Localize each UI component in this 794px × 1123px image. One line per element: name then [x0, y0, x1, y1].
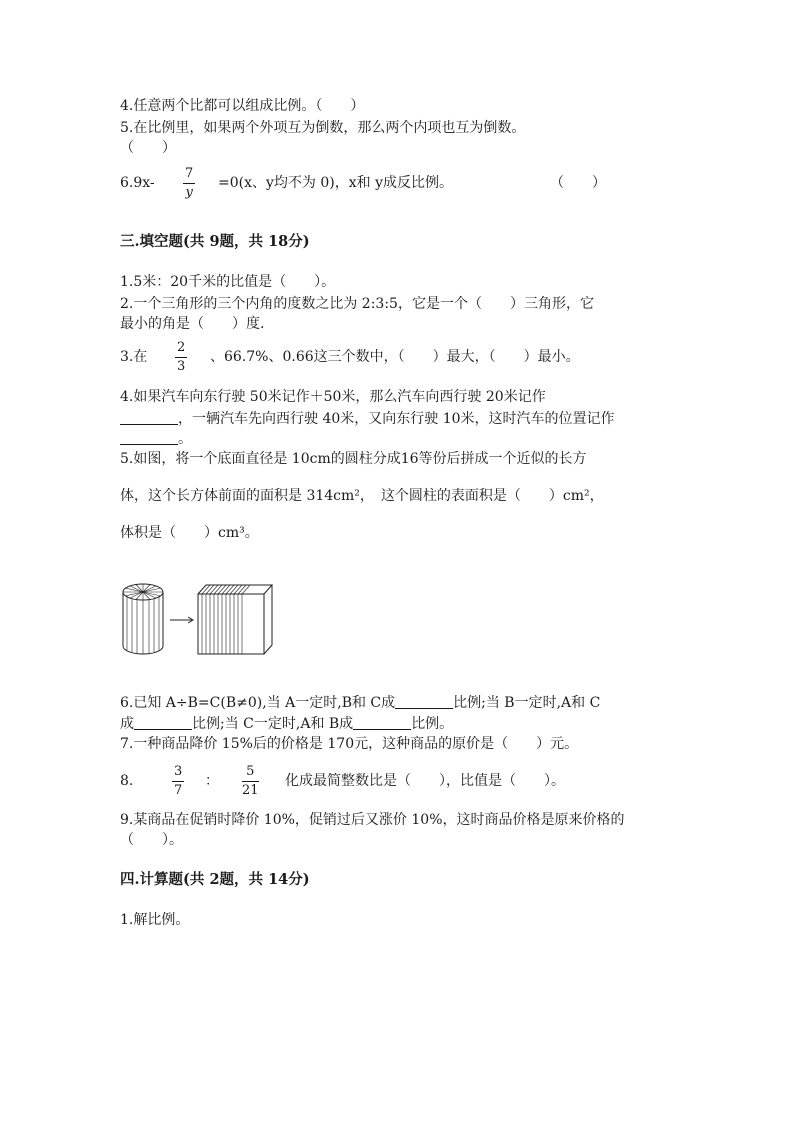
- judge-question-6-paren: （ ）: [550, 175, 606, 191]
- fill-question-4-line3: [120, 429, 192, 449]
- fraction-denominator: 21: [242, 783, 259, 798]
- fill-question-6-text-d: 比例;当 C一定时,A和 B成: [192, 716, 354, 732]
- judge-question-6-prefix: 6.9x-: [120, 175, 155, 191]
- fraction-denominator: 7: [174, 783, 183, 798]
- fill-question-2-line1: 2.一个三角形的三个内角的度数之比为 2:3:5，它是一个（ ）三角形，它: [120, 296, 594, 312]
- fraction-numerator: 3: [174, 764, 183, 779]
- fill-question-3-prefix: 3.在: [120, 349, 148, 365]
- fraction-numerator: 5: [246, 764, 255, 779]
- fill-question-3-suffix: 、66.7%、0.66这三个数中，（ ）最大，（ ）最小。: [210, 349, 580, 365]
- fill-question-4-line3-text: 。: [178, 431, 192, 447]
- fill-question-6-text-c: 成: [120, 716, 134, 732]
- judge-question-5-line1: 5.在比例里，如果两个外项互为倒数，那么两个内项也互为倒数。: [120, 120, 526, 136]
- calc-question-1: 1.解比例。: [120, 912, 190, 928]
- fill-question-9-line1: 9.某商品在促销时降价 10%，促销过后又涨价 10%，这时商品价格是原来价格的: [120, 812, 625, 828]
- section-3-title: 三.填空题(共 9题，共 18分): [120, 233, 310, 250]
- answer-blank: [395, 694, 453, 709]
- fill-question-6-line1: [120, 693, 600, 713]
- judge-question-6-fraction: [183, 166, 195, 201]
- fill-question-5-line2: 体，这个长方体前面的面积是 314cm²， 这个圆柱的表面积是（ ）cm²，: [120, 488, 604, 504]
- fill-question-6-text-b: 比例;当 B一定时,A和 C: [453, 695, 601, 711]
- fill-question-4-line2: [120, 409, 615, 429]
- fill-question-4-line1: 4.如果汽车向东行驶 50米记作＋50米，那么汽车向西行驶 20米记作: [120, 389, 546, 405]
- fill-question-2-line2: 最小的角是（ ）度.: [120, 316, 265, 332]
- fill-question-6-text-e: 比例。: [411, 716, 454, 732]
- answer-blank: [120, 430, 178, 445]
- section-4-title: 四.计算题(共 2题，共 14分): [120, 871, 310, 888]
- fill-question-5-line3: 体积是（ ）cm³。: [120, 525, 259, 541]
- judge-question-5-line2: （ ）: [120, 140, 176, 156]
- fill-question-8-fraction-1: [172, 764, 184, 799]
- judge-question-4: 4.任意两个比都可以组成比例。（ ）: [120, 98, 365, 114]
- fill-question-7: 7.一种商品降价 15%后的价格是 170元，这种商品的原价是（ ）元。: [120, 736, 579, 752]
- judge-question-6-suffix: =0(x、y均不为 0)，x和 y成反比例。: [218, 175, 453, 191]
- cylinder-to-cuboid-figure: [118, 578, 278, 658]
- fill-question-8-suffix: 化成最简整数比是（ ），比值是（ ）。: [285, 773, 565, 789]
- fill-question-8-colon: ：: [205, 773, 219, 789]
- fill-question-9-line2: （ ）。: [120, 832, 183, 848]
- fraction-denominator: y: [185, 185, 193, 200]
- fill-question-4-line2-text: ，一辆汽车先向西行驶 40米，又向东行驶 10米，这时汽车的位置记作: [178, 411, 615, 427]
- fraction-numerator: 2: [177, 340, 186, 355]
- fill-question-1: 1.5米：20千米的比值是（ ）。: [120, 274, 336, 290]
- fill-question-3-fraction: [175, 340, 187, 375]
- fill-question-5-line1: 5.如图，将一个底面直径是 10cm的圆柱分成16等份后拼成一个近似的长方: [120, 451, 587, 467]
- fill-question-6-line2: [120, 714, 453, 734]
- answer-blank: [134, 715, 192, 730]
- fraction-numerator: 7: [185, 166, 194, 181]
- fraction-denominator: 3: [177, 359, 186, 374]
- fill-question-8-prefix: 8.: [120, 773, 134, 789]
- fill-question-8-fraction-2: [242, 764, 259, 799]
- answer-blank: [120, 410, 178, 425]
- fill-question-6-text-a: 6.已知 A÷B=C(B≠0),当 A一定时,B和 C成: [120, 695, 396, 711]
- answer-blank: [353, 715, 411, 730]
